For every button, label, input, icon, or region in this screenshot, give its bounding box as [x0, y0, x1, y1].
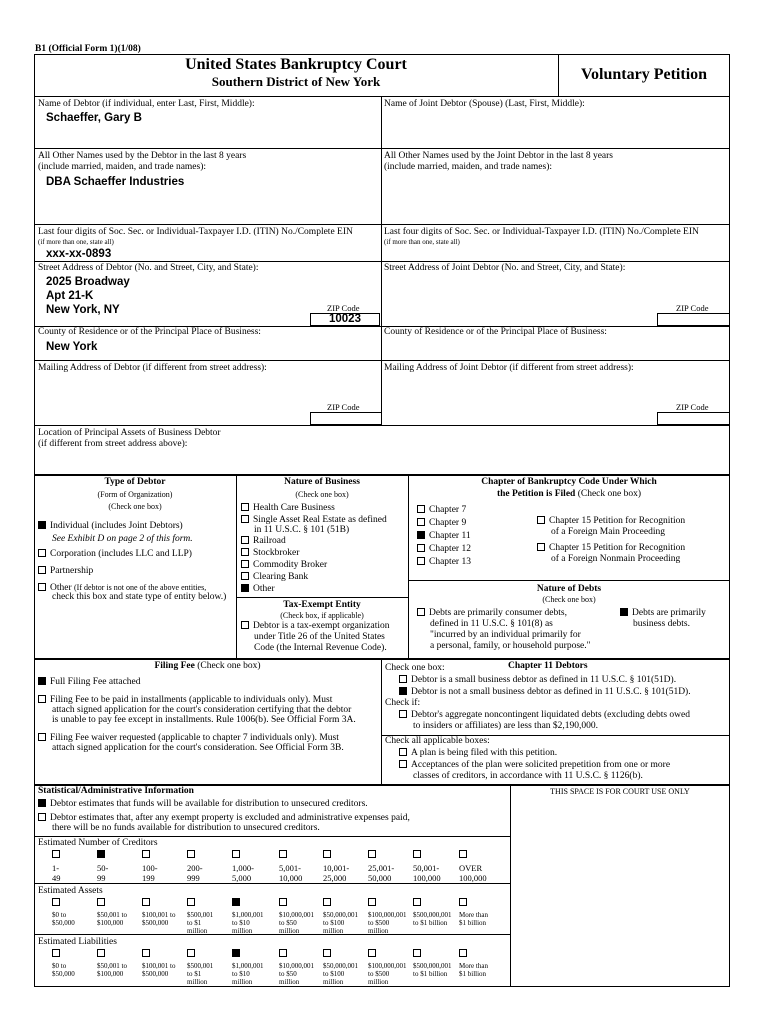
assets-option-6-line-2: million	[323, 927, 344, 935]
clearing-bank-label: Clearing Bank	[253, 572, 309, 582]
assets-option-3-line-1: to $1	[187, 919, 202, 927]
other-type-note: (If debtor is not one of the above entities,	[74, 583, 207, 592]
creditors-option-7	[368, 850, 394, 883]
court-title: United States Bankruptcy Court	[185, 56, 407, 73]
creditors-checkbox-5[interactable]	[279, 850, 287, 858]
form-id: B1 (Official Form 1)(1/08)	[35, 44, 141, 54]
railroad-checkbox[interactable]	[241, 536, 249, 544]
liabilities-option-3-line-1: to $1	[187, 970, 202, 978]
assets-checkbox-9[interactable]	[459, 898, 467, 906]
not-small-business-label: Debtor is not a small business debtor as defined in 11 U.S.C. § 101(51D).	[411, 687, 691, 697]
assets-option-1-line-1: $100,000	[97, 919, 124, 927]
assets-checkbox-2[interactable]	[142, 898, 150, 906]
liabilities-checkbox-6[interactable]	[323, 949, 331, 957]
joint-other-names-label2: (include married, maiden, and trade names):	[384, 162, 553, 172]
assets-option-8-line-0: $500,000,001	[413, 911, 452, 919]
assets-option-2-line-1: $500,000	[142, 919, 169, 927]
individual-label: Individual (includes Joint Debtors)	[50, 521, 183, 531]
type-sub2: (Check one box)	[108, 502, 162, 511]
liabilities-option-6-line-1: to $100	[323, 970, 345, 978]
chapter-title2: the Petition is Filed	[496, 489, 576, 499]
chapter11-checkbox[interactable]	[417, 531, 425, 539]
debtor-county-label: County of Residence or of the Principal Place of Business:	[38, 327, 261, 337]
debtor-street-label: Street Address of Debtor (No. and Street, City, and State):	[38, 263, 259, 273]
creditors-option-4-line-1: 5,000	[232, 873, 252, 883]
chapter15-nonmain-label2: of a Foreign Nonmain Proceeding	[551, 554, 681, 564]
creditors-option-0-line-1: 49	[52, 873, 61, 883]
assets-option-4-line-2: million	[232, 927, 253, 935]
liabilities-option-6-line-0: $50,000,001	[323, 962, 358, 970]
funds-available-checkbox[interactable]	[38, 799, 46, 807]
stockbroker-checkbox[interactable]	[241, 548, 249, 556]
assets-option-0-line-1: $50,000	[52, 919, 75, 927]
installments-label2: attach signed application for the court's consideration certifying that the debtor	[52, 705, 352, 715]
aggregate-debts-checkbox[interactable]	[399, 710, 407, 718]
installments-label1: Filing Fee to be paid in installments (applicable to individuals only). Must	[50, 695, 333, 705]
chapter15-main-label2: of a Foreign Main Proceeding	[551, 527, 665, 537]
no-funds-label1: Debtor estimates that, after any exempt property is excluded and administrative expenses paid,	[50, 813, 410, 823]
creditors-option-3-line-1: 999	[187, 873, 200, 883]
liabilities-option-4-line-1: to $10	[232, 970, 250, 978]
small-business-checkbox[interactable]	[399, 675, 407, 683]
chapter9-label: Chapter 9	[429, 518, 467, 528]
liabilities-option-4-line-2: million	[232, 978, 253, 986]
doc-title: Voluntary Petition	[580, 66, 708, 83]
tax-exempt-label2: under Title 26 of the United States	[254, 632, 385, 642]
joint-zip-box	[657, 313, 730, 326]
liabilities-option-7-line-0: $100,000,001	[368, 962, 407, 970]
assets-checkbox-8[interactable]	[413, 898, 421, 906]
nature-debts-title: Nature of Debts	[536, 584, 602, 594]
court-use-only: THIS SPACE IS FOR COURT USE ONLY	[550, 787, 690, 796]
health-care-checkbox[interactable]	[241, 503, 249, 511]
acceptances-label2: classes of creditors, in accordance with 11 U.S.C. § 1126(b).	[413, 771, 643, 781]
partnership-checkbox[interactable]	[38, 566, 46, 574]
chapter7-checkbox[interactable]	[417, 505, 425, 513]
creditors-option-5-line-0: 5,001-	[279, 863, 301, 873]
liabilities-option-7-line-1: to $500	[368, 970, 390, 978]
debtor-street1: 2025 Broadway	[46, 276, 130, 288]
ch11-check-one: Check one box:	[385, 663, 445, 673]
liabilities-option-4-line-0: $1,000,001	[232, 962, 264, 970]
assets-option-5	[279, 898, 314, 935]
assets-option-6-line-1: to $100	[323, 919, 345, 927]
filing-fee-title: Filing Fee	[154, 661, 195, 671]
creditors-option-1	[97, 850, 109, 883]
ch11-check-if: Check if:	[385, 698, 421, 708]
liabilities-checkbox-4[interactable]	[232, 949, 240, 957]
creditors-option-6-line-0: 10,001-	[323, 863, 350, 873]
assets-option-2	[142, 898, 175, 927]
creditors-option-4-line-0: 1,000-	[232, 863, 254, 873]
joint-mailing-zip-box	[657, 412, 730, 425]
liabilities-option-3-line-0: $500,001	[187, 962, 214, 970]
creditors-checkbox-3[interactable]	[187, 850, 195, 858]
liabilities-option-9-line-0: More than	[459, 962, 488, 970]
creditors-option-3	[187, 850, 203, 883]
aggregate-debts-label2: to insiders or affiliates) are less than $2,190,000.	[413, 721, 599, 731]
waiver-checkbox[interactable]	[38, 733, 46, 741]
creditors-checkbox-8[interactable]	[413, 850, 421, 858]
joint-mailing-zip-label: ZIP Code	[676, 402, 709, 412]
creditors-option-0-line-0: 1-	[52, 863, 60, 873]
assets-option-4	[232, 898, 264, 935]
joint-mailing-label: Mailing Address of Joint Debtor (if different from street address):	[384, 363, 634, 373]
debtor-ssn-label: Last four digits of Soc. Sec. or Individual-Taxpayer I.D. (ITIN) No./Complete EIN	[38, 227, 353, 237]
liabilities-checkbox-2[interactable]	[142, 949, 150, 957]
joint-ssn-label: Last four digits of Soc. Sec. or Individual-Taxpayer I.D. (ITIN) No./Complete EIN	[384, 227, 699, 237]
liabilities-option-8-line-0: $500,000,001	[413, 962, 452, 970]
other-type-checkbox[interactable]	[38, 583, 46, 591]
chapter15-nonmain-checkbox[interactable]	[537, 543, 545, 551]
liabilities-checkbox-3[interactable]	[187, 949, 195, 957]
not-small-business-checkbox[interactable]	[399, 687, 407, 695]
creditors-option-1-line-1: 99	[97, 873, 106, 883]
joint-zip-label: ZIP Code	[676, 303, 709, 313]
no-funds-label2: there will be no funds available for distribution to unsecured creditors.	[52, 823, 320, 833]
assets-option-7-line-1: to $500	[368, 919, 390, 927]
assets-option-9	[459, 898, 488, 927]
liabilities-checkbox-5[interactable]	[279, 949, 287, 957]
assets-checkbox-5[interactable]	[279, 898, 287, 906]
assets-option-2-line-0: $100,001 to	[142, 911, 176, 919]
liabilities-option-1-line-1: $100,000	[97, 970, 124, 978]
chapter15-main-label1: Chapter 15 Petition for Recognition	[549, 516, 686, 526]
creditors-option-5	[279, 850, 302, 883]
liabilities-option-5-line-0: $10,000,001	[279, 962, 314, 970]
creditors-checkbox-4[interactable]	[232, 850, 240, 858]
consumer-debts-label2: defined in 11 U.S.C. § 101(8) as	[430, 619, 553, 629]
creditors-checkbox-0[interactable]	[52, 850, 60, 858]
chapter11-label: Chapter 11	[429, 531, 471, 541]
aggregate-debts-label1: Debtor's aggregate noncontingent liquidated debts (excluding debts owed	[411, 710, 690, 720]
business-debts-label2: business debts.	[633, 619, 690, 629]
chapter-title2-sub: (Check one box)	[577, 489, 642, 499]
creditors-checkbox-9[interactable]	[459, 850, 467, 858]
assets-option-9-line-1: $1 billion	[459, 919, 487, 927]
joint-county-label: County of Residence or of the Principal Place of Business:	[384, 327, 607, 337]
debtor-ssn-sub: (if more than one, state all)	[38, 238, 114, 246]
waiver-label2: attach signed application for the court's consideration. See Official Form 3B.	[52, 743, 344, 753]
liabilities-option-6	[323, 949, 358, 986]
creditors-option-4	[232, 850, 254, 883]
liabilities-option-0-line-1: $50,000	[52, 970, 75, 978]
full-fee-label: Full Filing Fee attached	[50, 677, 141, 687]
commodity-broker-checkbox[interactable]	[241, 560, 249, 568]
chapter9-checkbox[interactable]	[417, 518, 425, 526]
filing-fee-sub: (Check one box)	[197, 661, 261, 671]
assets-option-3-line-2: million	[187, 927, 208, 935]
consumer-debts-label4: a personal, family, or household purpose."	[430, 641, 591, 651]
liabilities-checkbox-9[interactable]	[459, 949, 467, 957]
debtor-county: New York	[46, 341, 98, 353]
type-sub1: (Form of Organization)	[97, 490, 173, 499]
creditors-option-8-line-1: 100,000	[413, 873, 441, 883]
debtor-other-names-label1: All Other Names used by the Debtor in the last 8 years	[38, 151, 247, 161]
debtor-street3: New York, NY	[46, 304, 120, 316]
installments-checkbox[interactable]	[38, 695, 46, 703]
assets-label: Estimated Assets	[38, 886, 103, 896]
debtor-zip-label: ZIP Code	[327, 303, 360, 313]
chapter7-label: Chapter 7	[429, 505, 467, 515]
debtor-name: Schaeffer, Gary B	[46, 112, 142, 124]
debtor-mailing-zip-label: ZIP Code	[327, 402, 360, 412]
assets-option-5-line-0: $10,000,001	[279, 911, 314, 919]
assets-checkbox-1[interactable]	[97, 898, 105, 906]
assets-checkbox-7[interactable]	[368, 898, 376, 906]
full-fee-checkbox[interactable]	[38, 677, 46, 685]
chapter12-label: Chapter 12	[429, 544, 471, 554]
liabilities-option-3-line-2: million	[187, 978, 208, 986]
nature-business-title: Nature of Business	[284, 477, 360, 487]
tax-exempt-sub: (Check box, if applicable)	[280, 611, 364, 620]
debtor-other-names-label2: (include married, maiden, and trade names):	[38, 162, 207, 172]
acceptances-checkbox[interactable]	[399, 760, 407, 768]
liabilities-checkbox-7[interactable]	[368, 949, 376, 957]
creditors-option-9-line-0: OVER	[459, 863, 483, 873]
individual-note: See Exhibit D on page 2 of this form.	[52, 534, 193, 544]
assets-checkbox-0[interactable]	[52, 898, 60, 906]
joint-street-label: Street Address of Joint Debtor (No. and Street, City, and State):	[384, 263, 626, 273]
consumer-debts-checkbox[interactable]	[417, 608, 425, 616]
creditors-option-8	[413, 850, 441, 883]
creditors-option-2	[142, 850, 158, 883]
single-asset-label: Single Asset Real Estate as defined	[253, 515, 387, 525]
assets-option-0	[52, 898, 75, 927]
other-business-label: Other	[253, 584, 275, 594]
chapter-title1: Chapter of Bankruptcy Code Under Which	[481, 477, 657, 487]
other-business-checkbox[interactable]	[241, 584, 249, 592]
chapter15-nonmain-label1: Chapter 15 Petition for Recognition	[549, 543, 686, 553]
joint-name-label: Name of Joint Debtor (Spouse) (Last, First, Middle):	[384, 99, 585, 109]
assets-option-7-line-2: million	[368, 927, 389, 935]
liabilities-option-2-line-0: $100,001 to	[142, 962, 176, 970]
assets-option-8	[413, 898, 452, 927]
liabilities-option-5	[279, 949, 314, 986]
stat-title: Statistical/Administrative Information	[38, 786, 194, 796]
no-funds-checkbox[interactable]	[38, 813, 46, 821]
liabilities-option-5-line-2: million	[279, 978, 300, 986]
liabilities-option-7	[368, 949, 407, 986]
commodity-broker-label: Commodity Broker	[253, 560, 328, 570]
liabilities-option-2	[142, 949, 175, 978]
tax-exempt-label1: Debtor is a tax-exempt organization	[253, 621, 390, 631]
chapter13-checkbox[interactable]	[417, 557, 425, 565]
liabilities-label: Estimated Liabilities	[38, 937, 117, 947]
chapter15-main-checkbox[interactable]	[537, 516, 545, 524]
creditors-option-3-line-0: 200-	[187, 863, 203, 873]
creditors-option-9	[459, 850, 487, 883]
creditors-checkbox-6[interactable]	[323, 850, 331, 858]
consumer-debts-label3: "incurred by an individual primarily for	[430, 630, 581, 640]
type-title: Type of Debtor	[104, 477, 166, 487]
consumer-debts-label1: Debts are primarily consumer debts,	[429, 608, 567, 618]
liabilities-checkbox-0[interactable]	[52, 949, 60, 957]
debtor-street2: Apt 21-K	[46, 290, 94, 302]
liabilities-checkbox-1[interactable]	[97, 949, 105, 957]
liabilities-option-4	[232, 949, 264, 986]
other-type-label: Other	[50, 583, 72, 593]
creditors-checkbox-1[interactable]	[97, 850, 105, 858]
creditors-option-7-line-0: 25,001-	[368, 863, 395, 873]
liabilities-option-0-line-0: $0 to	[52, 962, 67, 970]
creditors-option-7-line-1: 50,000	[368, 873, 392, 883]
nature-business-sub: (Check one box)	[295, 490, 349, 499]
debtor-mailing-zip-box	[310, 412, 382, 425]
creditors-option-0	[52, 850, 64, 883]
assets-option-9-line-0: More than	[459, 911, 488, 919]
district-title: Southern District of New York	[211, 74, 381, 89]
creditors-label: Estimated Number of Creditors	[38, 838, 158, 848]
railroad-label: Railroad	[253, 536, 286, 546]
assets-checkbox-4[interactable]	[232, 898, 240, 906]
assets-option-0-line-0: $0 to	[52, 911, 67, 919]
corporation-checkbox[interactable]	[38, 549, 46, 557]
waiver-label1: Filing Fee waiver requested (applicable to chapter 7 individuals only). Must	[50, 733, 339, 743]
assets-option-3	[187, 898, 213, 935]
liabilities-option-3	[187, 949, 213, 986]
individual-checkbox[interactable]	[38, 521, 46, 529]
single-asset-label2: in 11 U.S.C. § 101 (51B)	[254, 525, 350, 535]
corporation-label: Corporation (includes LLC and LLP)	[50, 549, 192, 559]
liabilities-option-6-line-2: million	[323, 978, 344, 986]
liabilities-option-0	[52, 949, 75, 978]
debtor-mailing-label: Mailing Address of Debtor (if different from street address):	[38, 363, 267, 373]
creditors-option-6	[323, 850, 349, 883]
joint-ssn-sub: (if more than one, state all)	[384, 238, 460, 246]
assets-option-7	[368, 898, 407, 935]
debtor-other-names: DBA Schaeffer Industries	[46, 176, 185, 188]
plan-filed-label: A plan is being filed with this petition.	[411, 748, 558, 758]
nature-debts-sub: (Check one box)	[542, 595, 596, 604]
assets-checkbox-6[interactable]	[323, 898, 331, 906]
location-label2: (if different from street address above):	[38, 439, 188, 449]
creditors-option-2-line-1: 199	[142, 873, 155, 883]
creditors-option-2-line-0: 100-	[142, 863, 158, 873]
creditors-checkbox-7[interactable]	[368, 850, 376, 858]
small-business-label: Debtor is a small business debtor as defined in 11 U.S.C. § 101(51D).	[411, 675, 677, 685]
plan-filed-checkbox[interactable]	[399, 748, 407, 756]
health-care-label: Health Care Business	[253, 503, 335, 513]
business-debts-label1: Debts are primarily	[632, 608, 706, 618]
liabilities-option-2-line-1: $500,000	[142, 970, 169, 978]
chapter12-checkbox[interactable]	[417, 544, 425, 552]
assets-option-5-line-1: to $50	[279, 919, 297, 927]
location-label1: Location of Principal Assets of Business Debtor	[38, 428, 221, 438]
business-debts-checkbox[interactable]	[620, 608, 628, 616]
assets-option-3-line-0: $500,001	[187, 911, 214, 919]
liabilities-option-8-line-1: to $1 billion	[413, 970, 448, 978]
liabilities-option-7-line-2: million	[368, 978, 389, 986]
stockbroker-label: Stockbroker	[253, 548, 300, 558]
liabilities-option-9	[459, 949, 488, 978]
creditors-option-9-line-1: 100,000	[459, 873, 487, 883]
joint-other-names-label1: All Other Names used by the Joint Debtor in the last 8 years	[384, 151, 614, 161]
assets-option-6	[323, 898, 358, 935]
partnership-label: Partnership	[50, 566, 94, 576]
tax-exempt-label3: Code (the Internal Revenue Code).	[254, 643, 387, 653]
liabilities-option-5-line-1: to $50	[279, 970, 297, 978]
creditors-option-8-line-0: 50,001-	[413, 863, 440, 873]
single-asset-checkbox[interactable]	[241, 515, 249, 523]
assets-option-8-line-1: to $1 billion	[413, 919, 448, 927]
creditors-checkbox-2[interactable]	[142, 850, 150, 858]
assets-option-1	[97, 898, 127, 927]
tax-exempt-checkbox[interactable]	[241, 621, 249, 629]
liabilities-option-1	[97, 949, 127, 978]
chapter13-label: Chapter 13	[429, 557, 471, 567]
debtor-name-label: Name of Debtor (if individual, enter Last, First, Middle):	[38, 99, 255, 109]
acceptances-label1: Acceptances of the plan were solicited prepetition from one or more	[411, 760, 671, 770]
debtor-ssn: xxx-xx-0893	[46, 248, 112, 260]
assets-option-5-line-2: million	[279, 927, 300, 935]
assets-option-6-line-0: $50,000,001	[323, 911, 358, 919]
debtor-zip: 10023	[329, 313, 361, 325]
ch11-check-all: Check all applicable boxes:	[385, 736, 490, 746]
liabilities-option-9-line-1: $1 billion	[459, 970, 487, 978]
creditors-option-5-line-1: 10,000	[279, 873, 303, 883]
ch11-title: Chapter 11 Debtors	[508, 661, 588, 671]
creditors-option-1-line-0: 50-	[97, 863, 109, 873]
assets-option-4-line-0: $1,000,001	[232, 911, 264, 919]
assets-option-7-line-0: $100,000,001	[368, 911, 407, 919]
liabilities-option-1-line-0: $50,001 to	[97, 962, 127, 970]
installments-label3: is unable to pay fee except in installments. Rule 1006(b). See Official Form 3A.	[52, 715, 356, 725]
assets-checkbox-3[interactable]	[187, 898, 195, 906]
liabilities-option-8	[413, 949, 452, 978]
other-type-label2: check this box and state type of entity below.)	[52, 592, 227, 602]
tax-exempt-title: Tax-Exempt Entity	[283, 600, 361, 610]
liabilities-checkbox-8[interactable]	[413, 949, 421, 957]
assets-option-4-line-1: to $10	[232, 919, 250, 927]
funds-available-label: Debtor estimates that funds will be available for distribution to unsecured creditors.	[50, 799, 368, 809]
creditors-option-6-line-1: 25,000	[323, 873, 347, 883]
assets-option-1-line-0: $50,001 to	[97, 911, 127, 919]
clearing-bank-checkbox[interactable]	[241, 572, 249, 580]
